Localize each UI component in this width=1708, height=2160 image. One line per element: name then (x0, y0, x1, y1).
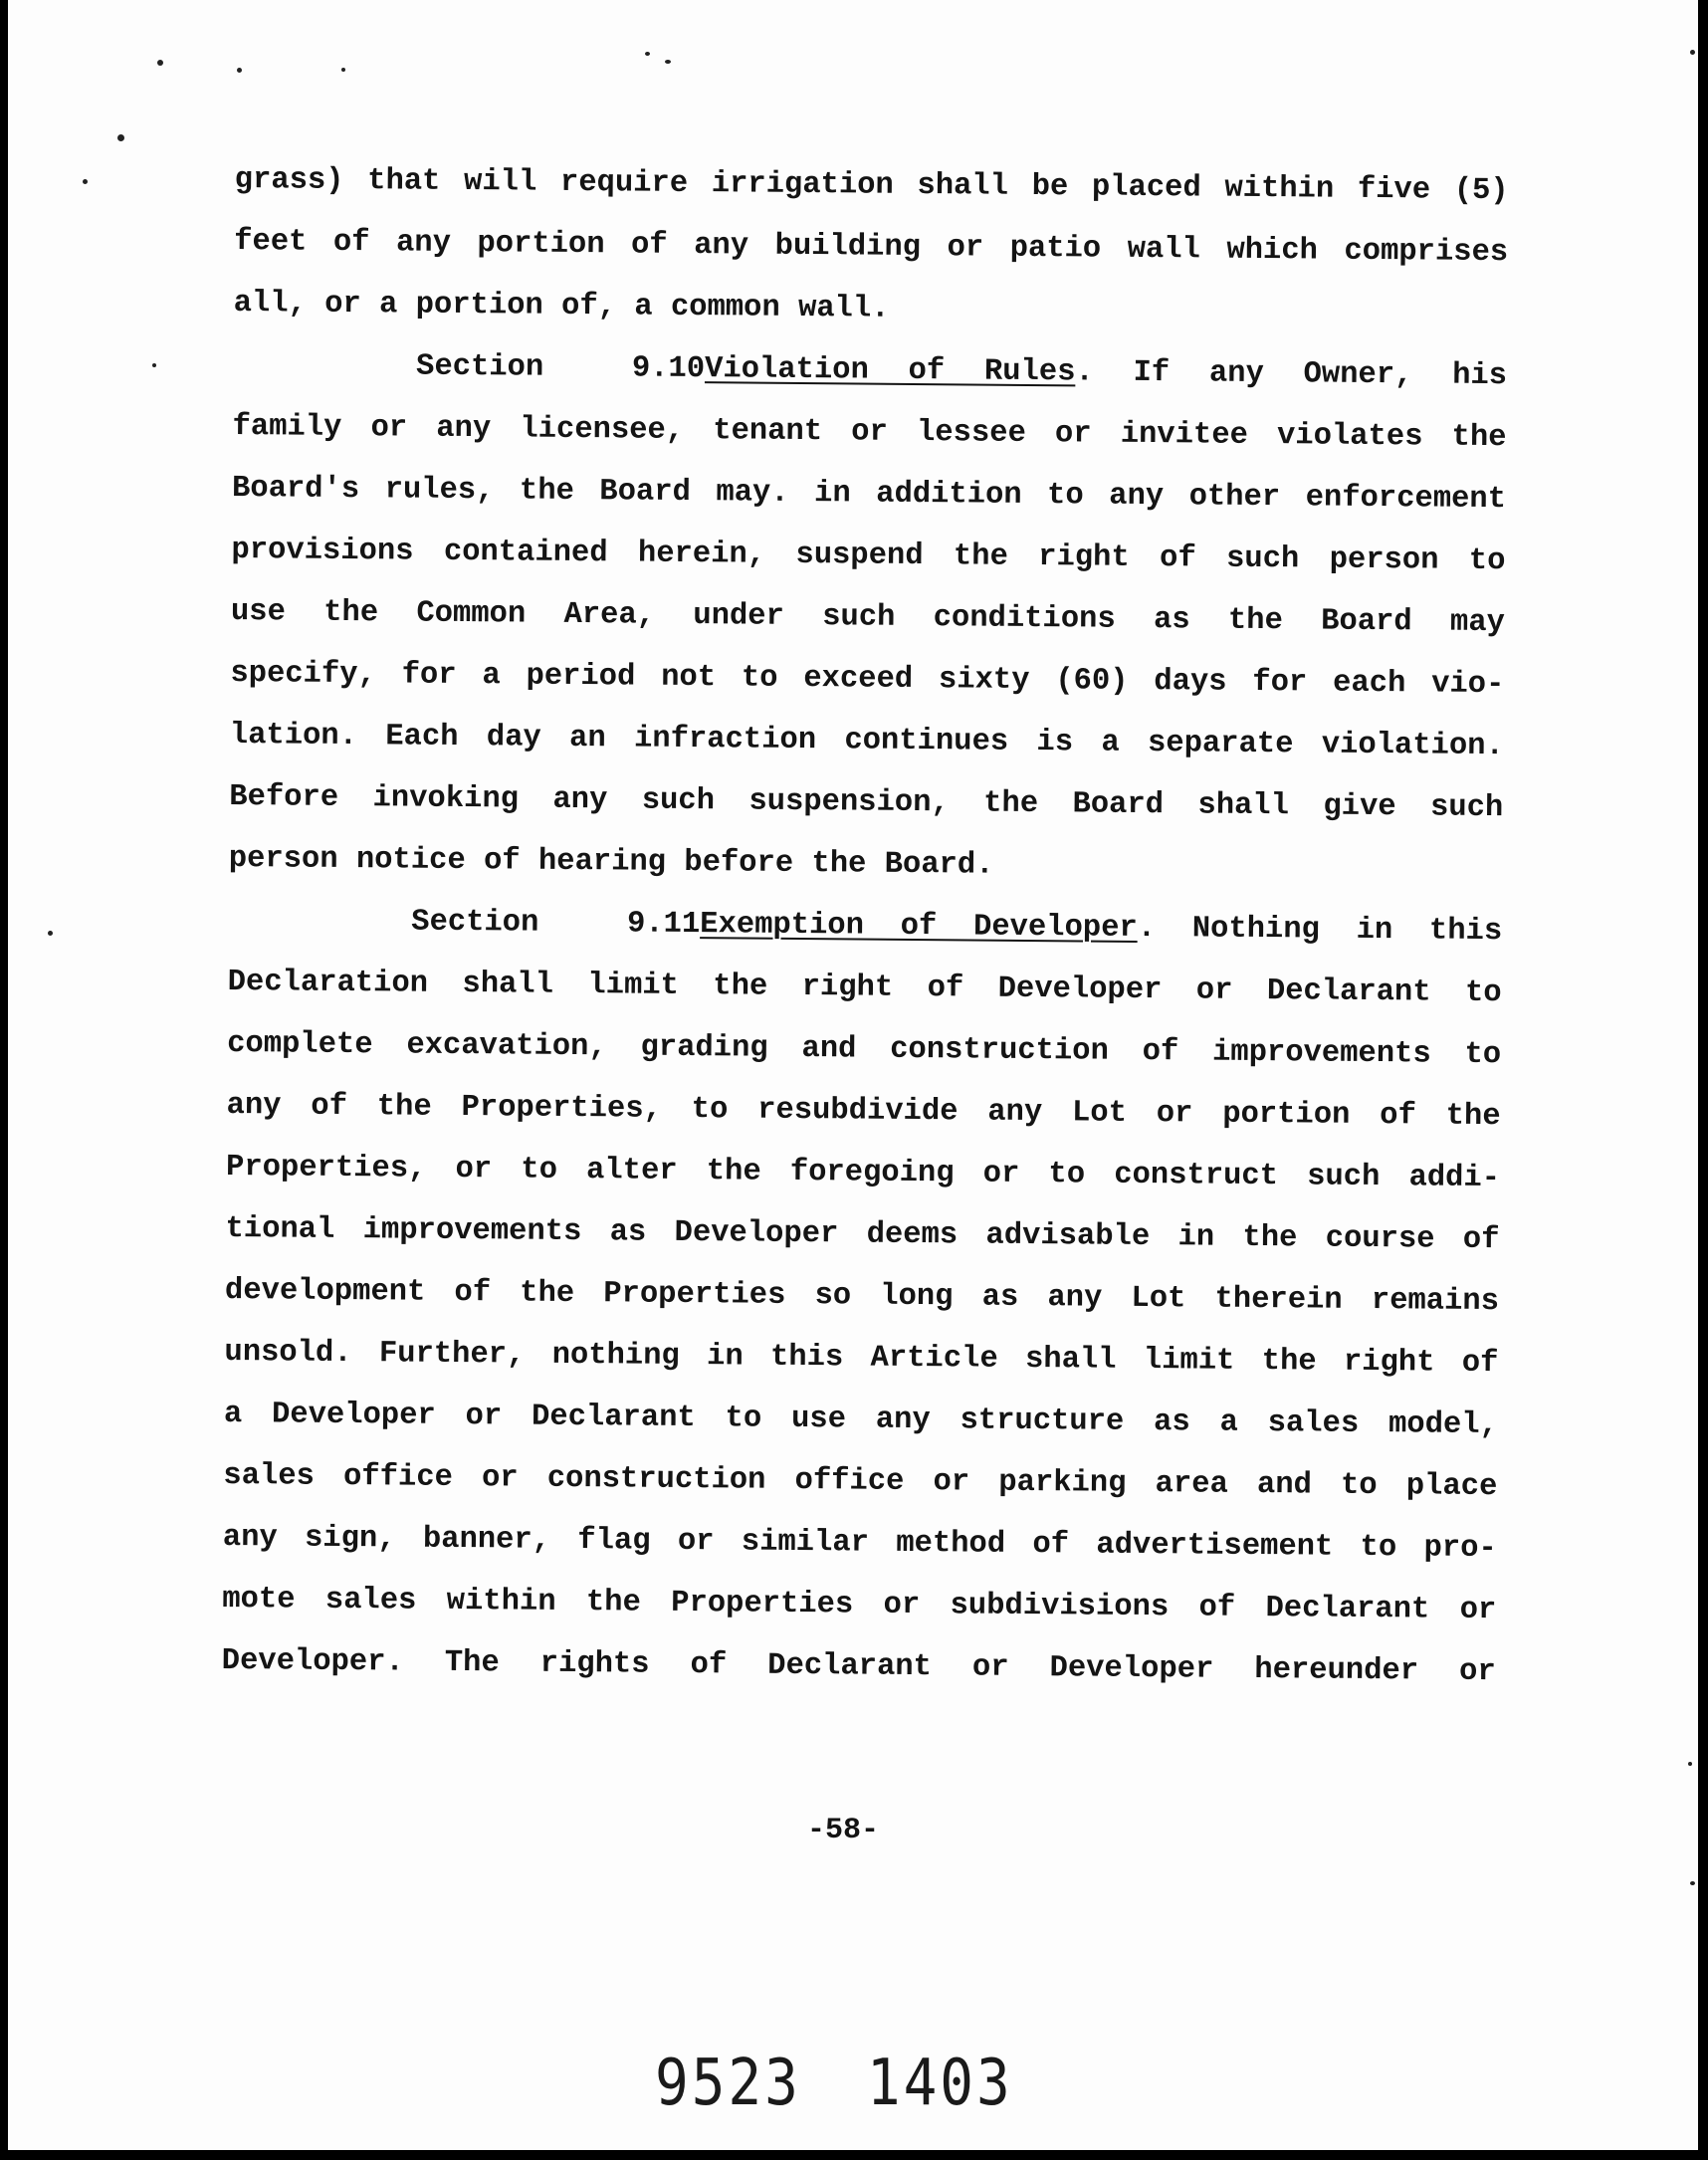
scan-speck (237, 68, 242, 73)
text-line: any of the Properties, to resubdivide any Lot or portion of the (226, 1088, 1501, 1135)
text-line: any sign, banner, flag or similar method of advertisement to pro- (222, 1520, 1497, 1567)
paragraph-continuation (233, 149, 1509, 345)
scan-speck (1688, 1762, 1692, 1766)
text-line: mote sales within the Properties or subdivisions of Declarant or (222, 1582, 1497, 1628)
text-line: . If any Owner, his (1075, 355, 1508, 394)
text-line: provisions contained herein, suspend the right of such person to (231, 533, 1506, 579)
section-9-10 (229, 334, 1508, 901)
scan-speck (1690, 50, 1695, 55)
text-line: Declaration shall limit the right of Developer or Declarant to (227, 965, 1502, 1011)
text-line: specify, for a period not to exceed sixty (60) days for each vio- (230, 656, 1505, 703)
bates-number (655, 2046, 1013, 2120)
page-number: -58- (806, 1814, 879, 1847)
text-line: . Nothing in this (1137, 911, 1503, 950)
scan-speck (48, 931, 53, 936)
text-line: all, or a portion of, a common wall. (233, 286, 890, 326)
text-line: Developer. The rights of Declarant or Developer hereunder or (221, 1643, 1496, 1690)
scan-speck (117, 134, 124, 141)
section-title: Exemption of Developer (700, 908, 1138, 946)
bates-right: 1403 (866, 2046, 1013, 2120)
text-line: lation. Each day an infraction continues is a separate violation. (229, 718, 1504, 764)
text-line: Properties, or to alter the foregoing or to construct such addi- (225, 1150, 1501, 1196)
scan-speck (341, 68, 345, 72)
text-line: use the Common Area, under such conditions as the Board may (230, 594, 1506, 641)
section-heading-line (233, 334, 1507, 407)
section-number: Section 9.11 (411, 905, 701, 943)
text-line: development of the Properties so long as any Lot therein remains (224, 1273, 1500, 1320)
text-line: a Developer or Declarant to use any structure as a sales model, (223, 1397, 1499, 1443)
text-line: unsold. Further, nothing in this Article shall limit the right of (224, 1335, 1499, 1382)
body-text (221, 149, 1508, 1703)
text-line: sales office or construction office or parking area and to place (223, 1458, 1498, 1505)
text-line: Before invoking any such suspension, the Board shall give such (229, 779, 1504, 826)
scan-speck (152, 363, 156, 367)
section-number: Section 9.10 (415, 349, 706, 387)
text-line: grass) that will require irrigation shall be placed within five (5) (234, 162, 1509, 209)
text-line: person notice of hearing before the Board. (228, 841, 994, 883)
bates-left: 9523 (655, 2046, 801, 2120)
scan-speck (83, 179, 88, 184)
scan-speck (157, 60, 163, 66)
section-9-11 (221, 890, 1502, 1703)
text-line: family or any licensee, tenant or lessee or invitee violates the (232, 409, 1507, 456)
scan-speck (665, 60, 671, 64)
document-page (8, 0, 1698, 2150)
scan-speck (1690, 1881, 1695, 1885)
section-title: Violation of Rules (704, 352, 1076, 390)
scan-speck (645, 52, 650, 56)
text-line: Board's rules, the Board may. in addition to any other enforcement (231, 471, 1507, 518)
text-line: tional improvements as Developer deems advisable in the course of (225, 1211, 1500, 1258)
text-line: feet of any portion of any building or patio wall which comprises (234, 224, 1509, 271)
text-line: complete excavation, grading and construction of improvements to (227, 1026, 1502, 1073)
section-heading-line (228, 890, 1502, 963)
